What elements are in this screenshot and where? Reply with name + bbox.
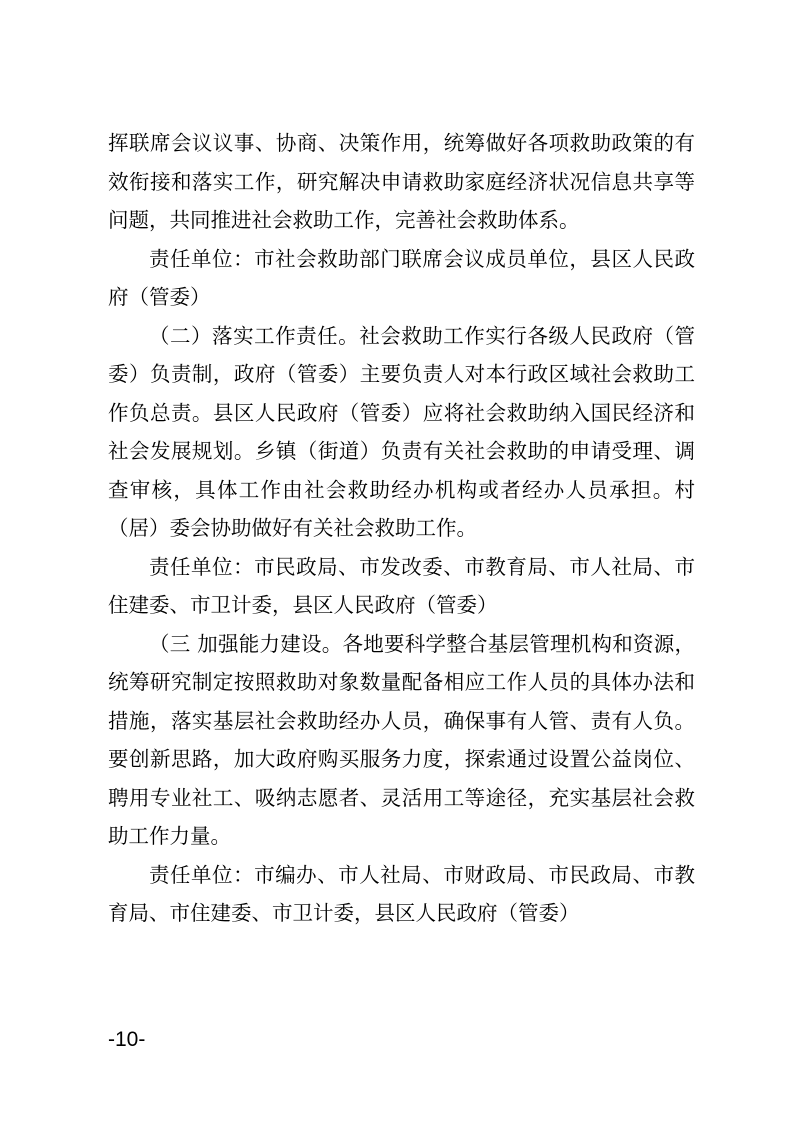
paragraph-responsible-units: 责任单位：市社会救助部门联席会议成员单位，县区人民政府（管委） (108, 246, 695, 309)
paragraph-section-three: （三 加强能力建设。各地要科学整合基层管理机构和资源，统筹研究制定按照救助对象数量配备相应工作人员的具体办法和措施，落实基层社会救助经办人员，确保事有人管、责有人负。要创新思路，加大政府购买服务力度，探索通过设置公益岗位、聘用专业社工、吸纳志愿者、灵活用工等途径，充实基层社会救助工作力量。 (108, 631, 695, 848)
paragraph-continuation: 挥联席会议议事、协商、决策作用，统筹做好各项救助政策的有效衔接和落实工作，研究解决申请救助家庭经济状况信息共享等问题，共同推进社会救助工作，完善社会救助体系。 (108, 131, 695, 232)
paragraph-section-two: （二）落实工作责任。社会救助工作实行各级人民政府（管委）负责制，政府（管委）主要负责人对本行政区域社会救助工作负总责。县区人民政府（管委）应将社会救助纳入国民经济和社会发展规划。乡镇（街道）负责有关社会救助的申请受理、调查审核，具体工作由社会救助经办机构或者经办人员承担。村（居）委会协助做好有关社会救助工作。 (108, 323, 695, 540)
document-body (108, 124, 695, 933)
paragraph-responsible-units: 责任单位：市民政局、市发改委、市教育局、市人社局、市住建委、市卫计委，县区人民政府（管委） (108, 554, 695, 617)
page-number: -10- (108, 1028, 146, 1051)
paragraph-responsible-units: 责任单位：市编办、市人社局、市财政局、市民政局、市教育局、市住建委、市卫计委，县区人民政府（管委） (108, 862, 695, 925)
